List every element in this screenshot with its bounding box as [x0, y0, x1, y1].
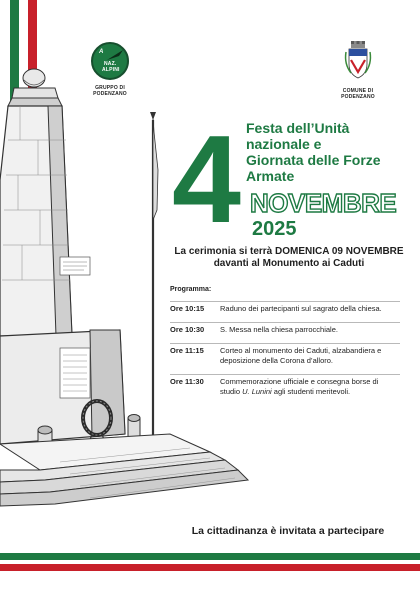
event-month: NOVEMBRE — [250, 188, 397, 218]
program-time: Ore 10:30 — [170, 325, 205, 334]
badge-naz: NAZ. — [104, 61, 117, 67]
event-year: 2025 — [252, 218, 297, 240]
program-time: Ore 10:15 — [170, 304, 205, 313]
title-line-2: nazionale e — [246, 136, 322, 152]
program-row — [170, 374, 400, 405]
badge-alpini: ALPINI — [102, 67, 120, 73]
flag-band-red — [0, 564, 420, 571]
event-title — [246, 120, 416, 184]
comune-caption-line1: COMUNE DI — [342, 88, 374, 94]
program-text: Raduno dei partecipanti sul sagrato della chiesa. — [220, 304, 382, 313]
ceremony-info — [170, 246, 408, 270]
day-number: 4 — [172, 111, 241, 249]
title-line-3: Giornata delle Forze — [246, 152, 381, 168]
program-text: S. Messa nella chiesa parrocchiale. — [220, 325, 338, 334]
flag-band-green — [0, 553, 420, 560]
comune-logo — [328, 40, 388, 100]
program-row — [170, 301, 400, 322]
title-line-4: Armate — [246, 168, 295, 184]
logo-caption-line1: GRUPPO DI — [95, 85, 125, 91]
program-text-part: agli studenti meritevoli. — [271, 387, 351, 396]
scholarship-name: U. Lunini — [242, 387, 272, 396]
program-time: Ore 11:30 — [170, 377, 204, 386]
ceremony-line-1: La cerimonia si terrà DOMENICA 09 NOVEMBRE — [174, 246, 404, 257]
program-text-part: Commemorazione ufficiale e consegna borse di studio — [220, 377, 379, 396]
logo-caption-line2: PODENZANO — [93, 91, 127, 97]
program-list — [170, 301, 400, 405]
program-row — [170, 343, 400, 374]
ceremony-line-2: davanti al Monumento ai Caduti — [213, 258, 365, 269]
invitation-text: La cittadinanza è invitata a partecipare — [191, 525, 385, 537]
program-text: Corteo al monumento dei Caduti, alzabandiera e deposizione della Corona d’alloro. — [220, 346, 382, 365]
comune-caption-line2: PODENZANO — [341, 94, 375, 100]
program-label: Programma: — [170, 286, 212, 293]
program-row — [170, 322, 400, 343]
program-time: Ore 11:15 — [170, 346, 204, 355]
badge-letter: A — [99, 49, 104, 55]
crest-icon — [343, 40, 373, 80]
title-line-1: Festa dell’Unità — [246, 120, 350, 136]
program-text — [220, 377, 400, 397]
